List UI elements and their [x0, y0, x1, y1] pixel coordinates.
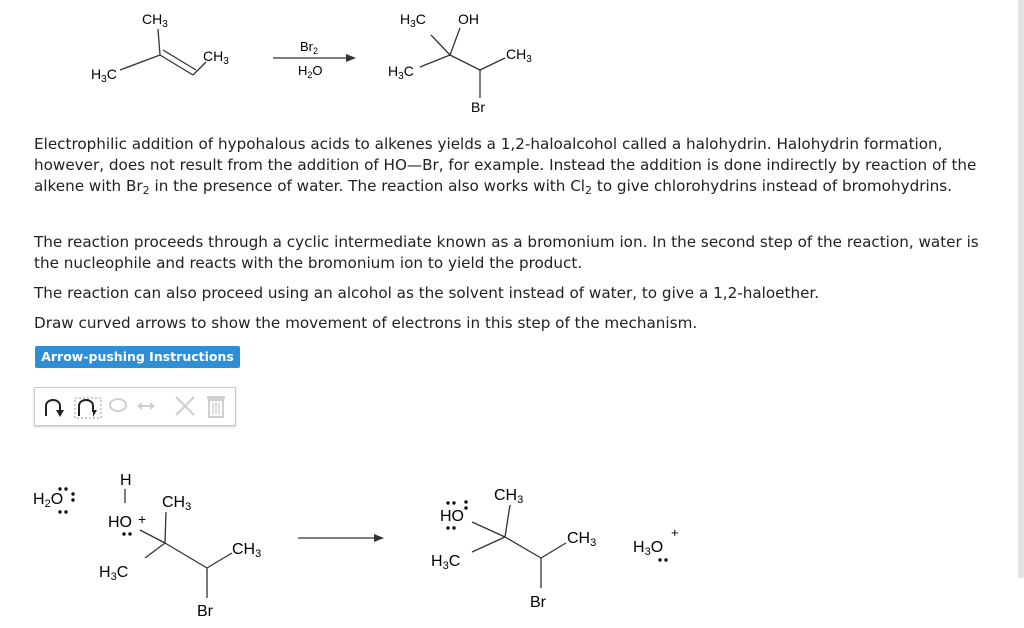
svg-text:CH3: CH3: [162, 494, 192, 513]
drawing-toolbar: [34, 387, 236, 426]
reagent-br2: $Br_2$: [300, 39, 319, 56]
reactant-ch3-right: $CH_3$: [203, 48, 229, 67]
mechanism-product[interactable]: [431, 487, 596, 611]
svg-text:H2O: H2O: [33, 491, 64, 510]
double-arrow-tool[interactable]: [39, 390, 69, 422]
double-barbed-curved-arrow-icon: [40, 392, 68, 420]
lone-pair-dot: [64, 487, 67, 490]
intro-text-a: Electrophilic addition of hypohalous acids to alkenes yields a 1,2-haloalcohol called a halohydrin. Halohydrin formation, however, does not result from the addition of HO—Br, for example. Instead the addition is done indirectly by reaction of the alkene with Br: [34, 135, 977, 195]
product-h3c-left: $H_3C$: [388, 63, 414, 82]
svg-text:HO: HO: [440, 508, 464, 525]
reactant-h3c-left: $H_3C$: [91, 66, 117, 85]
trash-icon: [204, 393, 228, 419]
hydronium-ion[interactable]: [633, 525, 679, 562]
lasso-tool[interactable]: [105, 390, 131, 422]
svg-text:CH3: CH3: [232, 541, 262, 560]
reactant-ch3-top: $CH_3$: [142, 11, 168, 30]
arrow-pushing-instructions-button[interactable]: Arrow-pushing Instructions: [35, 346, 240, 368]
task-paragraph: Draw curved arrows to show the movement of electrons in this step of the mechanism.: [34, 314, 698, 332]
subscript: 2: [585, 184, 593, 197]
lone-pair-dot: [464, 506, 467, 509]
lone-pair-dot: [452, 526, 455, 529]
svg-text:H3C: H3C: [431, 553, 461, 572]
oxonium-intermediate[interactable]: [99, 472, 261, 620]
lone-pair-dot: [464, 500, 467, 503]
lone-pair-dot: [452, 501, 455, 504]
lone-pair-dot: [664, 558, 667, 561]
svg-text:Br: Br: [197, 603, 213, 620]
lasso-icon: [106, 394, 130, 418]
svg-text:+: +: [671, 525, 679, 540]
lone-pair-dot: [446, 501, 449, 504]
product-ch3-right: $CH_3$: [506, 46, 532, 65]
intro-text-c: to give chlorohydrins instead of bromohydrins.: [592, 177, 953, 195]
clear-all-tool[interactable]: [203, 390, 229, 422]
subscript: 2: [142, 184, 150, 197]
water-molecule[interactable]: [33, 487, 75, 513]
haloether-paragraph: The reaction can also proceed using an alcohol as the solvent instead of water, to give a 1,2-haloether.: [34, 284, 820, 302]
scrollbar-edge[interactable]: [1018, 0, 1024, 578]
product-br: Br: [471, 99, 485, 115]
product-h3c-top: $H_3C$: [400, 11, 426, 30]
svg-text:H3O: H3O: [633, 539, 664, 558]
lone-pair-dot: [122, 532, 125, 535]
svg-text:Br: Br: [530, 594, 546, 611]
lone-pair-dot: [71, 492, 74, 495]
delete-arrow-tool[interactable]: [171, 390, 199, 422]
lone-pair-dot: [58, 510, 61, 513]
top-reaction-scheme: [80, 0, 560, 120]
lone-pair-dot: [446, 526, 449, 529]
mechanism-canvas[interactable]: [0, 440, 1000, 628]
svg-text:CH3: CH3: [494, 487, 524, 506]
mechanism-arrow: [298, 534, 384, 542]
reactant-alkene: [120, 29, 206, 75]
intro-text-b: in the presence of water. The reaction also works with Cl: [149, 177, 586, 195]
svg-text:H3C: H3C: [99, 564, 129, 583]
horizontal-resize-icon: [134, 394, 158, 418]
reagent-h2o: $H_2O$: [298, 63, 323, 80]
intro-paragraph: [34, 134, 994, 197]
single-arrow-tool[interactable]: [71, 390, 103, 422]
svg-text:+: +: [138, 511, 147, 527]
close-icon: [172, 393, 198, 419]
svg-text:H: H: [120, 472, 132, 489]
product-oh: OH: [458, 11, 479, 27]
bromonium-paragraph: The reaction proceeds through a cyclic intermediate known as a bromonium ion. In the second step of the reaction, water is the nucleophile and reacts with the bromonium ion to yield the product.: [34, 233, 979, 272]
single-barbed-curved-arrow-icon: [72, 392, 102, 420]
svg-text:CH3: CH3: [567, 530, 597, 549]
resize-tool[interactable]: [133, 390, 159, 422]
svg-text:HO: HO: [108, 514, 132, 531]
lone-pair-dot: [658, 558, 661, 561]
lone-pair-dot: [64, 510, 67, 513]
product-bromohydrin: [420, 28, 505, 98]
lone-pair-dot: [71, 498, 74, 501]
lone-pair-dot: [58, 487, 61, 490]
lone-pair-dot: [128, 532, 131, 535]
